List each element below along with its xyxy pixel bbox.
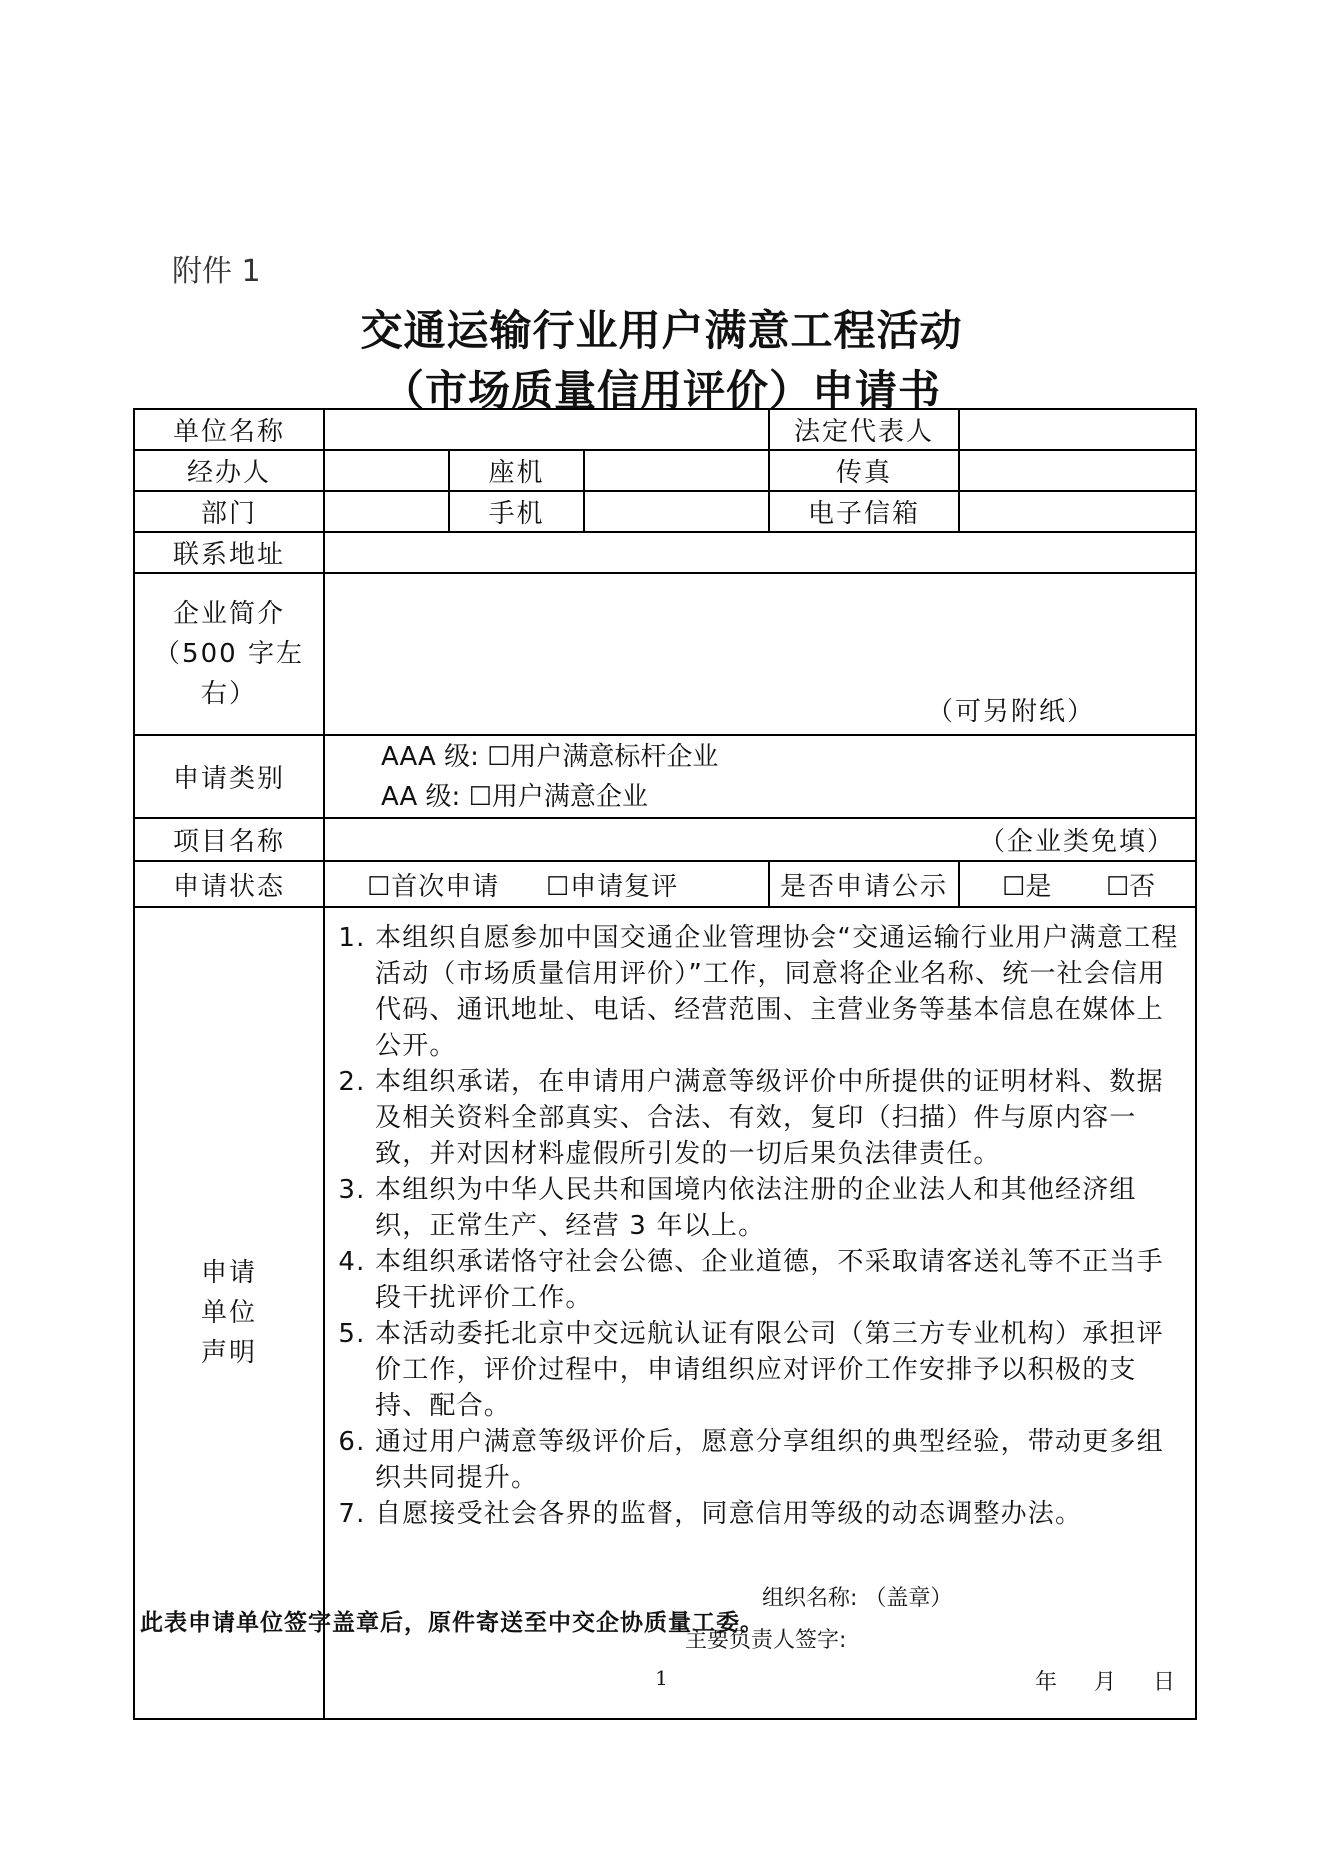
project-label: 项目名称	[134, 818, 324, 861]
declaration-item: 7. 自愿接受社会各界的监督，同意信用等级的动态调整办法。	[375, 1496, 1181, 1532]
document-title-line2: （市场质量信用评价）申请书	[381, 366, 941, 415]
address-label: 联系地址	[134, 532, 324, 573]
intro-field[interactable]	[324, 573, 1196, 735]
org-name-seal-line[interactable]: 组织名称: （盖章）	[762, 1586, 953, 1611]
unit-name-label: 单位名称	[134, 409, 324, 450]
email-field[interactable]	[959, 491, 1196, 532]
fax-label: 传真	[769, 450, 959, 491]
address-field[interactable]	[324, 532, 1196, 573]
public-yes-checkbox[interactable]: ☐是	[1002, 871, 1052, 902]
declaration-item: 4. 本组织承诺恪守社会公德、企业道德，不采取请客送礼等不正当手段干扰评价工作。	[375, 1244, 1181, 1316]
public-label: 是否申请公示	[769, 861, 959, 907]
status-label: 申请状态	[134, 861, 324, 907]
row-declaration	[134, 907, 1196, 1719]
landline-label: 座机	[449, 450, 584, 491]
declaration-item: 1. 本组织自愿参加中国交通企业管理协会“交通运输行业用户满意工程活动（市场质量信用评价）”工作，同意将企业名称、统一社会信用代码、通讯地址、电话、经营范围、主营业务等基本信息在媒体上公开。	[375, 920, 1181, 1064]
category-aaa-checkbox[interactable]: AAA 级: ☐用户满意标杆企业	[381, 741, 719, 772]
project-note: （企业类免填）	[979, 827, 1176, 857]
attachment-label: 附件 1	[172, 254, 261, 289]
declaration-list	[339, 920, 1181, 1532]
handler-label: 经办人	[134, 450, 324, 491]
row-handler	[134, 450, 1196, 491]
unit-name-field[interactable]	[324, 409, 769, 450]
legal-rep-label: 法定代表人	[769, 409, 959, 450]
head-signature-line[interactable]: 主要负责人签字:	[685, 1628, 847, 1653]
page-number: 1	[655, 1666, 668, 1690]
row-dept	[134, 491, 1196, 532]
intro-sublabel: （500 字左右）	[154, 639, 304, 709]
row-project	[134, 818, 1196, 861]
status-options	[324, 861, 769, 907]
declaration-label-1: 申请	[200, 1258, 257, 1288]
declaration-label-2: 单位	[200, 1298, 257, 1328]
declaration-item: 6. 通过用户满意等级评价后，愿意分享组织的典型经验，带动更多组织共同提升。	[375, 1424, 1181, 1496]
row-intro	[134, 573, 1196, 735]
intro-label: 企业简介	[172, 599, 285, 629]
category-aa-checkbox[interactable]: AA 级: ☐用户满意企业	[381, 781, 648, 812]
email-label: 电子信箱	[769, 491, 959, 532]
fax-field[interactable]	[959, 450, 1196, 491]
row-status	[134, 861, 1196, 907]
document-title-line1: 交通运输行业用户满意工程活动	[360, 306, 963, 355]
declaration-item: 2. 本组织承诺，在申请用户满意等级评价中所提供的证明材料、数据及相关资料全部真实、合法、有效，复印（扫描）件与原内容一致，并对因材料虚假所引发的一切后果负法律责任。	[375, 1064, 1181, 1172]
footer-note: 此表申请单位签字盖章后，原件寄送至中交企协质量工委。	[140, 1610, 764, 1636]
category-label: 申请类别	[134, 735, 324, 818]
public-options	[959, 861, 1196, 907]
row-category	[134, 735, 1196, 818]
project-field[interactable]	[324, 818, 1196, 861]
legal-rep-field[interactable]	[959, 409, 1196, 450]
dept-field[interactable]	[324, 491, 449, 532]
row-address	[134, 532, 1196, 573]
status-first-checkbox[interactable]: ☐首次申请	[367, 871, 500, 902]
declaration-item: 5. 本活动委托北京中交远航认证有限公司（第三方专业机构）承担评价工作，评价过程中，申请组织应对评价工作安排予以积极的支持、配合。	[375, 1316, 1181, 1424]
declaration-label-cell	[134, 907, 324, 1719]
intro-label-cell	[134, 573, 324, 735]
status-review-checkbox[interactable]: ☐申请复评	[545, 871, 679, 902]
mobile-field[interactable]	[584, 491, 769, 532]
application-form-table	[133, 408, 1197, 1720]
intro-note: （可另附纸）	[927, 697, 1096, 727]
declaration-label-3: 声明	[200, 1338, 257, 1368]
mobile-label: 手机	[449, 491, 584, 532]
handler-field[interactable]	[324, 450, 449, 491]
date-line[interactable]: 年 月 日	[1035, 1670, 1176, 1695]
category-options	[324, 735, 1196, 818]
public-no-checkbox[interactable]: ☐否	[1105, 871, 1156, 902]
dept-label: 部门	[134, 491, 324, 532]
row-unit-name	[134, 409, 1196, 450]
declaration-item: 3. 本组织为中华人民共和国境内依法注册的企业法人和其他经济组织，正常生产、经营 3 年以上。	[375, 1172, 1181, 1244]
landline-field[interactable]	[584, 450, 769, 491]
declaration-content	[324, 907, 1196, 1719]
